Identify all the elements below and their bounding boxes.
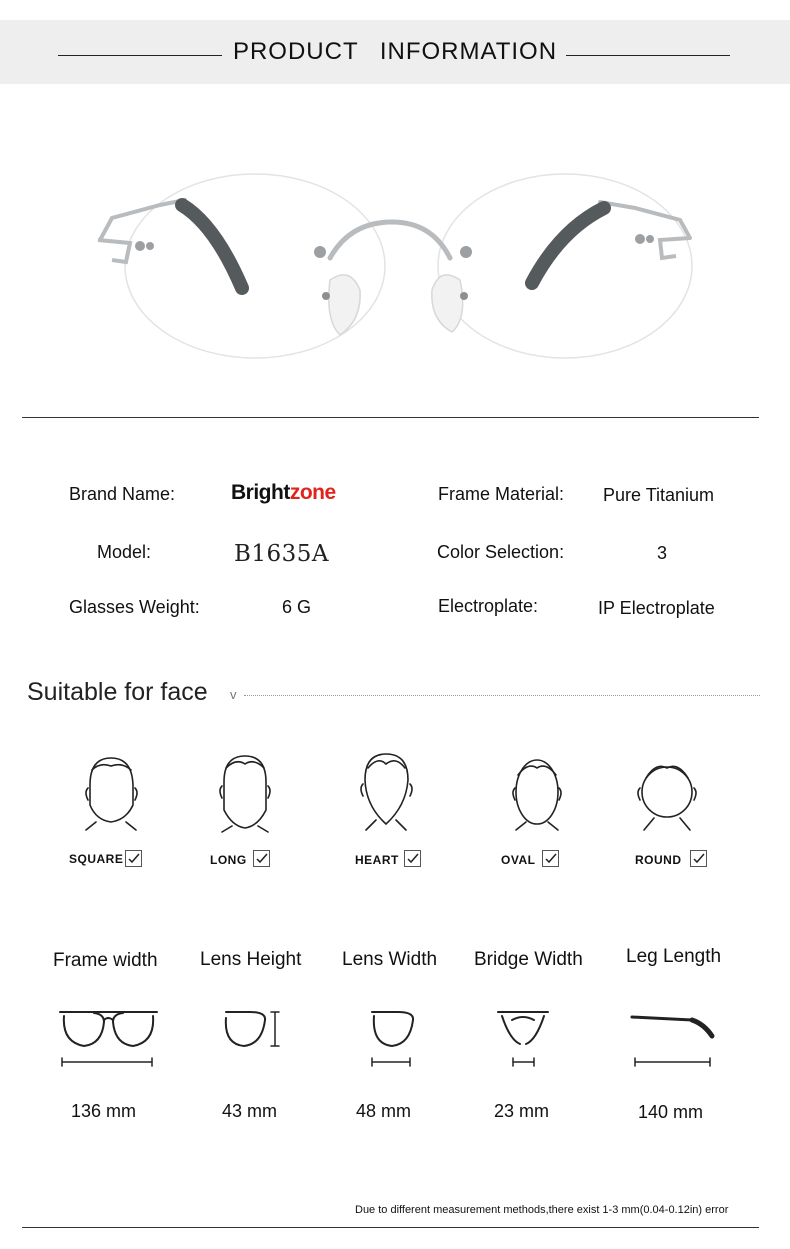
- meas-label-frame-width: Frame width: [53, 950, 158, 971]
- model-label: Model:: [97, 542, 152, 562]
- weight-value: 6 G: [282, 597, 312, 617]
- meas-label-leg-length: Leg Length: [626, 946, 722, 967]
- check-square-checkbox: [125, 850, 142, 867]
- check-icon: [405, 851, 420, 866]
- left-bridge-screw: [314, 246, 326, 258]
- measurement-disclaimer: Due to different measurement methods,there exist 1-3 mm(0.04-0.12in) error: [355, 1204, 729, 1216]
- suitable-title: Suitable for face: [27, 678, 208, 706]
- dotted-rule: [244, 695, 760, 696]
- electroplate-label: Electroplate:: [438, 596, 539, 616]
- face-label-long: LONG: [210, 853, 247, 867]
- header-title: PRODUCT INFORMATION: [232, 38, 558, 65]
- check-icon: [126, 851, 141, 866]
- right-bridge-screw: [460, 246, 472, 258]
- check-icon: [543, 851, 558, 866]
- left-hinge-screw-2: [146, 242, 154, 250]
- face-label-heart: HEART: [355, 853, 399, 867]
- glasses-product-image: [0, 150, 790, 380]
- section-divider-top: [22, 417, 759, 418]
- check-heart-checkbox: [404, 850, 421, 867]
- right-hinge-screw-1: [635, 234, 645, 244]
- model-value: B1635A: [234, 541, 330, 567]
- brand-logo: Brightzone: [231, 481, 336, 504]
- lens-width-diagram-icon: [372, 1012, 413, 1066]
- face-heart-icon: [361, 754, 412, 830]
- right-lens: [438, 174, 692, 358]
- left-hinge-screw-1: [135, 241, 145, 251]
- face-label-square: SQUARE: [69, 852, 124, 866]
- face-label-round: ROUND: [635, 853, 682, 867]
- material-label: Frame Material:: [438, 484, 565, 504]
- meas-value-lens-width: 48 mm: [356, 1101, 412, 1121]
- bridge-width-diagram-icon: [498, 1012, 548, 1066]
- brand-label: Brand Name:: [69, 484, 176, 504]
- face-shapes: [0, 745, 790, 835]
- check-oval-checkbox: [542, 850, 559, 867]
- face-label-oval: OVAL: [501, 853, 536, 867]
- glasses-frame: [98, 174, 692, 358]
- check-round-checkbox: [690, 850, 707, 867]
- material-value: Pure Titanium: [603, 485, 715, 505]
- face-square-icon: [86, 758, 137, 830]
- check-icon: [691, 851, 706, 866]
- right-hinge-screw-2: [646, 235, 654, 243]
- meas-label-lens-width: Lens Width: [342, 949, 438, 970]
- lens-height-diagram-icon: [226, 1012, 279, 1046]
- meas-label-lens-height: Lens Height: [200, 949, 302, 970]
- measurement-diagrams: [0, 1000, 790, 1075]
- meas-value-bridge-width: 23 mm: [494, 1101, 550, 1121]
- color-value: 3: [657, 543, 668, 563]
- face-round-icon: [638, 766, 696, 830]
- section-divider-bottom: [22, 1227, 759, 1228]
- left-hinge: [98, 240, 130, 262]
- check-long-checkbox: [253, 850, 270, 867]
- left-nose-pad: [329, 275, 360, 335]
- color-label: Color Selection:: [437, 542, 565, 562]
- weight-label: Glasses Weight:: [69, 597, 200, 617]
- chevron-down-icon: v: [230, 687, 237, 702]
- check-icon: [254, 851, 269, 866]
- electroplate-value: IP Electroplate: [598, 598, 715, 618]
- meas-label-bridge-width: Bridge Width: [474, 949, 583, 970]
- meas-value-leg-length: 140 mm: [638, 1102, 704, 1122]
- face-long-icon: [220, 756, 270, 832]
- meas-value-frame-width: 136 mm: [71, 1101, 137, 1121]
- meas-value-lens-height: 43 mm: [222, 1101, 278, 1121]
- frame-width-diagram-icon: [60, 1012, 157, 1066]
- leg-length-diagram-icon: [632, 1017, 712, 1066]
- face-oval-icon: [513, 760, 561, 830]
- right-nose-pad: [432, 275, 463, 332]
